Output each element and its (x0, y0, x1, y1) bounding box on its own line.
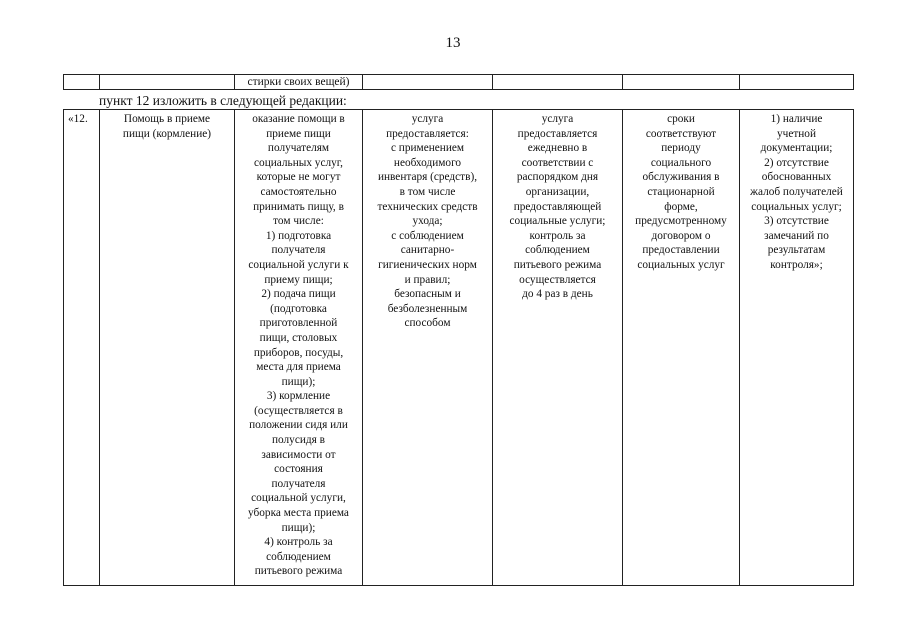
volume-cell: услуга предоставляется ежедневно в соответствии с распорядком дня организации, предоставляющей социальные услуги; контроль за соблюдением питьевого режима осуществляется до 4 раз в день (493, 110, 623, 586)
provision-conditions-cell: услуга предоставляется: с применением необходимого инвентаря (средств), в том числе технических средств ухода; с соблюдением санитарно- гигиенических норм и правил; безопасным и безболезненным способом (363, 110, 493, 586)
table-cell (100, 75, 235, 90)
table-row (64, 110, 854, 586)
table-cell (493, 75, 623, 90)
table-row (64, 75, 854, 90)
table-cell (623, 75, 740, 90)
table-cell (64, 75, 100, 90)
table-cell (740, 75, 854, 90)
row-number-cell: «12. (64, 110, 100, 586)
quality-indicators-cell: 1) наличие учетной документации; 2) отсутствие обоснованных жалоб получателей социальных услуг; 3) отсутствие замечаний по результатам контроля»; (740, 110, 854, 586)
page-number: 13 (445, 35, 461, 51)
amendment-instruction: пункт 12 изложить в следующей редакции: (99, 93, 347, 108)
service-name-cell: Помощь в приеме пищи (кормление) (100, 110, 235, 586)
service-description-cell: оказание помощи в приеме пищи получателям социальных услуг, которые не могут самостоятельно принимать пищу, в том числе: 1) подготовка получателя социальной услуги к приему пищи; 2) подача пищи (подготовка приготовленной пищи, столовых приборов, посуды, места для приема пищи); 3) кормление (осуществляется в положении сидя или полусидя в зависимости от состояния получателя социальной услуги, уборка места приема пищи); 4) контроль за соблюдением питьевого режима (235, 110, 363, 586)
previous-table-row (63, 74, 854, 90)
services-table (63, 109, 854, 586)
table-cell: стирки своих вещей) (235, 75, 363, 90)
terms-cell: сроки соответствуют периоду социального обслуживания в стационарной форме, предусмотренному договором о предоставлении социальных услуг (623, 110, 740, 586)
table-cell (363, 75, 493, 90)
